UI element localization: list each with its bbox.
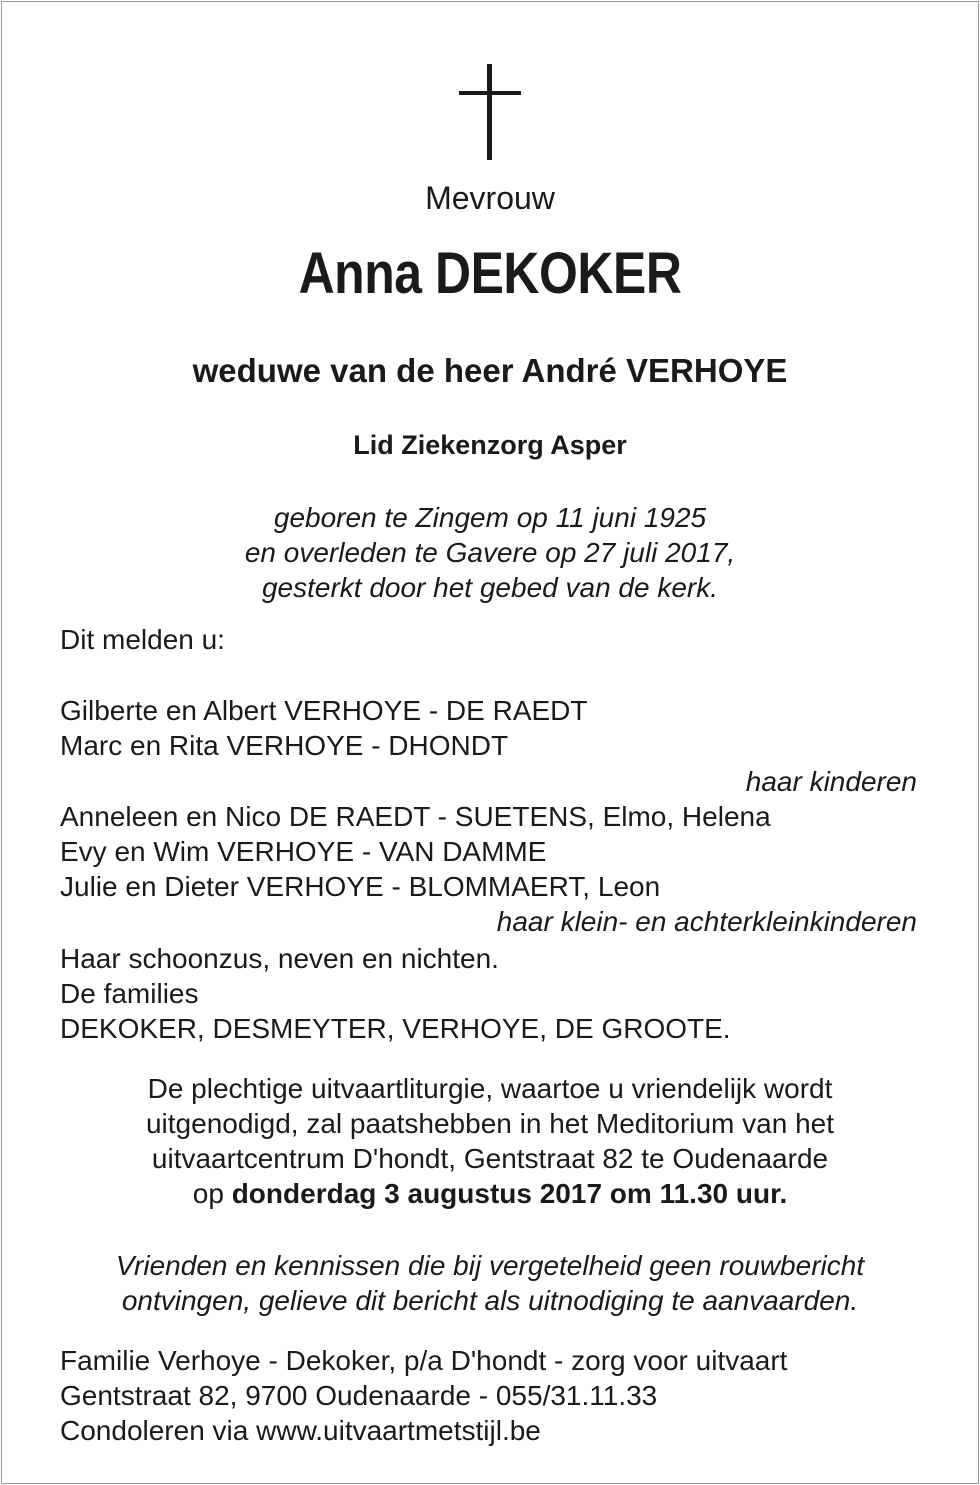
salutation: Mevrouw (425, 180, 555, 216)
funeral-line: uitvaartcentrum D'hondt, Gentstraat 82 te Oudenaarde (151, 1143, 829, 1174)
notice-line: ontvingen, gelieve dit bericht als uitnodiging te aanvaarden. (121, 1285, 859, 1316)
death-line: en overleden te Gavere op 27 juli 2017, (244, 537, 736, 568)
relatives-list (60, 941, 731, 1046)
contact-block (60, 1343, 787, 1448)
intro-line: Dit melden u: (60, 624, 225, 655)
faith-line: gesterkt door het gebed van de kerk. (261, 572, 719, 603)
notice-block (0, 1248, 980, 1318)
contact-address: Gentstraat 82, 9700 Oudenaarde - 055/31.11.33 (60, 1380, 658, 1411)
funeral-block (0, 1071, 980, 1211)
membership-line: Lid Ziekenzorg Asper (353, 430, 627, 460)
list-item: Marc en Rita VERHOYE - DHONDT (60, 730, 509, 761)
cross-icon (459, 64, 521, 160)
contact-family: Familie Verhoye - Dekoker, p/a D'hondt - zorg voor uitvaart (60, 1345, 788, 1376)
children-list (60, 693, 588, 763)
funeral-line: De plechtige uitvaartliturgie, waartoe u vriendelijk wordt (147, 1073, 833, 1104)
funeral-date: donderdag 3 augustus 2017 om 11.30 uur. (231, 1178, 788, 1209)
contact-website: Condoleren via www.uitvaartmetstijl.be (60, 1415, 541, 1446)
list-item: De families (60, 978, 199, 1009)
funeral-line: uitgenodigd, zal paatshebben in het Meditorium van het (145, 1108, 835, 1139)
funeral-date-line (0, 1176, 980, 1211)
funeral-date-prefix: op (192, 1178, 232, 1209)
deceased-name: Anna DEKOKER (298, 241, 682, 306)
birth-line: geboren te Zingem op 11 juni 1925 (273, 502, 707, 533)
dates-block (0, 500, 980, 605)
children-label: haar kinderen (745, 766, 917, 797)
list-item: Evy en Wim VERHOYE - VAN DAMME (60, 836, 547, 867)
list-item: Anneleen en Nico DE RAEDT - SUETENS, Elmo, Helena (60, 801, 771, 832)
spouse-line: weduwe van de heer André VERHOYE (192, 352, 788, 389)
list-item: Julie en Dieter VERHOYE - BLOMMAERT, Leon (60, 871, 661, 902)
list-item: Haar schoonzus, neven en nichten. (60, 943, 499, 974)
notice-line: Vrienden en kennissen die bij vergetelheid geen rouwbericht (115, 1250, 865, 1281)
list-item: DEKOKER, DESMEYTER, VERHOYE, DE GROOTE. (60, 1013, 731, 1044)
grandchildren-list (60, 799, 771, 904)
grandchildren-label: haar klein- en achterkleinkinderen (496, 906, 917, 937)
list-item: Gilberte en Albert VERHOYE - DE RAEDT (60, 695, 588, 726)
